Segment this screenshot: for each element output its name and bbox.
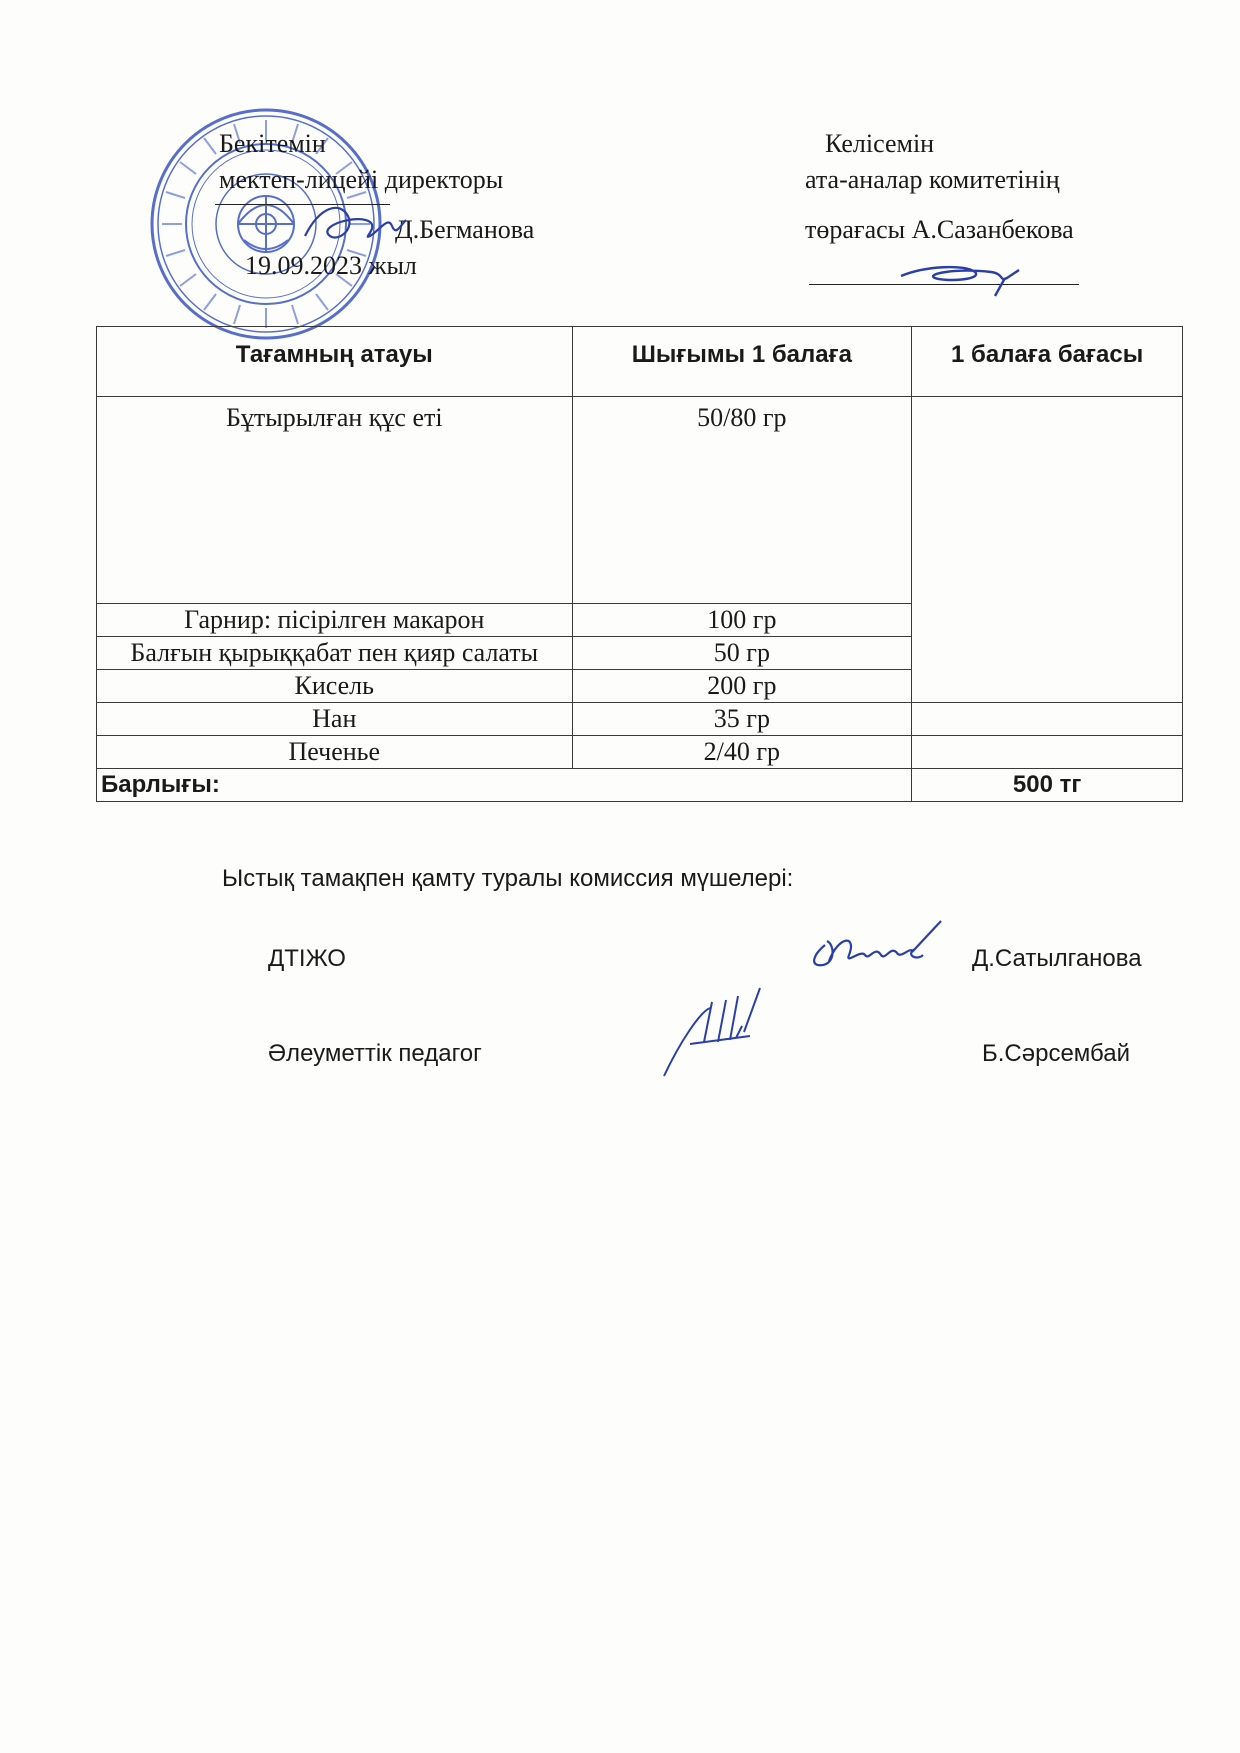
member-name: Д.Сатылганова: [972, 945, 1142, 972]
dish-portion: 50 гр: [572, 637, 912, 670]
table-row: [97, 703, 1183, 736]
header-dish-name: Тағамның атауы: [97, 327, 573, 397]
price-cell: [912, 736, 1183, 769]
table-total-row: [97, 769, 1183, 802]
header-price: 1 балаға бағасы: [912, 327, 1183, 397]
dish-name: Гарнир: пісірілген макарон: [97, 604, 573, 637]
dish-portion: 2/40 гр: [572, 736, 912, 769]
member-name: Б.Сәрсембай: [982, 1040, 1130, 1067]
menu-table: [96, 326, 1183, 802]
dish-portion: 200 гр: [572, 670, 912, 703]
dish-name: Печенье: [97, 736, 573, 769]
price-cell: [912, 703, 1183, 736]
dish-name: Бұтырылған құс еті: [97, 397, 573, 604]
dish-portion: 100 гр: [572, 604, 912, 637]
agreement-name: төрағасы А.Сазанбекова: [805, 215, 1074, 244]
committee-signature: [895, 252, 1025, 302]
dish-portion: 50/80 гр: [572, 397, 912, 604]
table-row: [97, 736, 1183, 769]
member-role: Әлеуметтік педагог: [268, 1040, 482, 1067]
agreement-title: Келісемін: [825, 129, 935, 158]
member-signature: [805, 915, 945, 975]
member-signature: [660, 982, 770, 1082]
table-row: [97, 397, 1183, 604]
approval-role: мектеп-лицейі директоры: [219, 165, 504, 194]
dish-name: Балғын қырыққабат пен қияр салаты: [97, 637, 573, 670]
price-cell: [912, 397, 1183, 703]
member-role: ДТІЖО: [268, 945, 346, 972]
total-value: 500 тг: [912, 769, 1183, 802]
agreement-role: ата-аналар комитетінің: [805, 165, 1060, 194]
table-header-row: [97, 327, 1183, 397]
approval-title: Бекітемін: [219, 129, 326, 158]
total-label: Барлығы:: [97, 769, 912, 802]
approval-name: Д.Бегманова: [395, 215, 535, 244]
dish-portion: 35 гр: [572, 703, 912, 736]
dish-name: Кисель: [97, 670, 573, 703]
dish-name: Нан: [97, 703, 573, 736]
header-portion: Шығымы 1 балаға: [572, 327, 912, 397]
approval-date: 19.09.2023 жыл: [245, 251, 417, 280]
commission-title: Ыстық тамақпен қамту туралы комиссия мүшелері:: [222, 865, 794, 892]
director-signature: [300, 196, 410, 256]
